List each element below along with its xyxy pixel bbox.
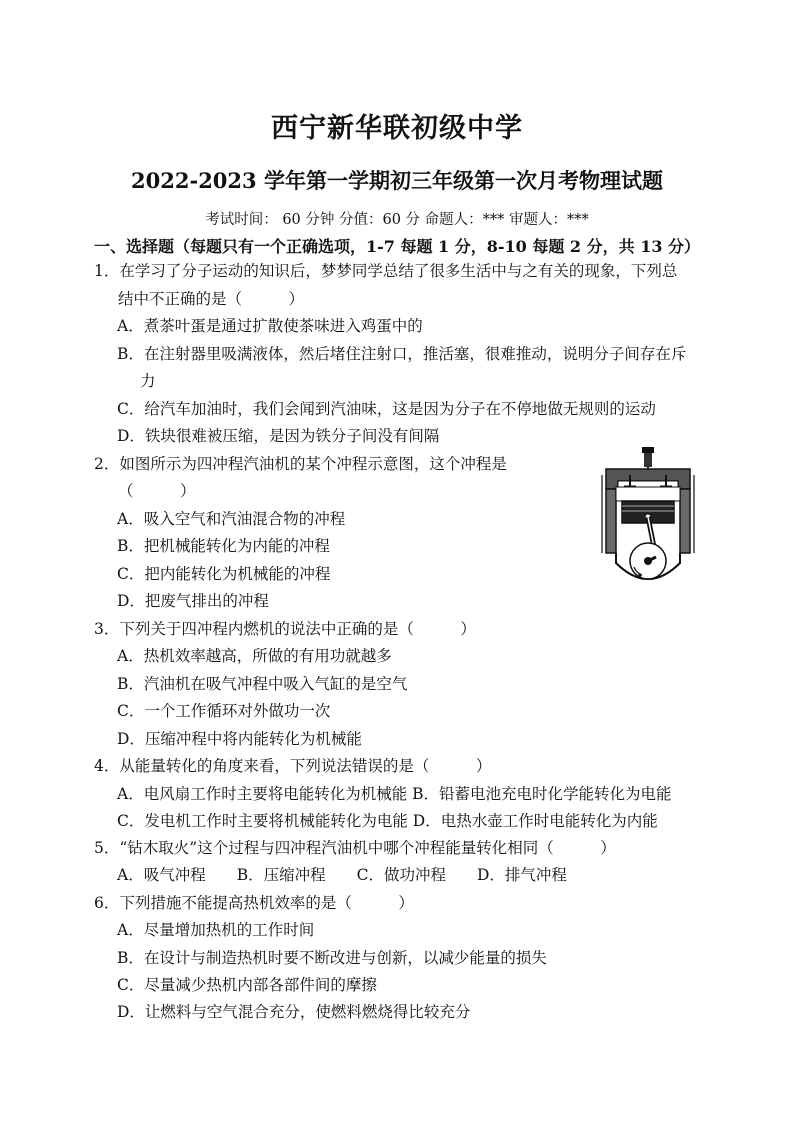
q5-options: A．吸气冲程 B．压缩冲程 C．做功冲程 D．排气冲程 bbox=[117, 866, 567, 884]
q1-option-b-line2: 力 bbox=[140, 372, 156, 390]
q6-option-a: A．尽量增加热机的工作时间 bbox=[117, 921, 315, 939]
engine-stroke-diagram bbox=[598, 445, 698, 595]
q6-option-d: D．让燃料与空气混合充分，使燃料燃烧得比较充分 bbox=[117, 1003, 471, 1021]
spark-plug-body bbox=[644, 453, 652, 467]
q4-stem: 4．从能量转化的角度来看，下列说法错误的是（ ） bbox=[94, 757, 492, 775]
q3-option-a: A．热机效率越高，所做的有用功就越多 bbox=[117, 647, 392, 665]
q1-option-b-line1: B．在注射器里吸满液体，然后堵住注射口，推活塞，很难推动，说明分子间存在斥 bbox=[117, 345, 687, 363]
school-title: 西宁新华联初级中学 bbox=[271, 113, 523, 144]
q2-option-c: C．把内能转化为机械能的冲程 bbox=[117, 565, 331, 583]
q1-option-d: D．铁块很难被压缩，是因为铁分子间没有间隔 bbox=[117, 427, 440, 445]
q1-option-c: C．给汽车加油时，我们会闻到汽油味，这是因为分子在不停地做无规则的运动 bbox=[117, 400, 656, 418]
q2-stem-line2: （ ） bbox=[118, 482, 196, 500]
cylinder-wall-left bbox=[606, 489, 616, 553]
q3-option-c: C．一个工作循环对外做功一次 bbox=[117, 702, 331, 720]
q3-stem: 3．下列关于四冲程内燃机的说法中正确的是（ ） bbox=[94, 620, 476, 638]
q4-options-cd: C．发电机工作时主要将机械能转化为电能 D．电热水壶工作时电能转化为内能 bbox=[117, 812, 658, 830]
q3-option-d: D．压缩冲程中将内能转化为机械能 bbox=[117, 730, 362, 748]
q6-option-b: B．在设计与制造热机时要不断改进与创新，以减少能量的损失 bbox=[117, 949, 547, 967]
spark-plug-top bbox=[642, 447, 654, 453]
q6-option-c: C．尽量减少热机内部各部件间的摩擦 bbox=[117, 976, 377, 994]
q1-option-a: A．煮茶叶蛋是通过扩散使茶味进入鸡蛋中的 bbox=[117, 317, 423, 335]
q2-option-b: B．把机械能转化为内能的冲程 bbox=[117, 537, 330, 555]
section-heading-choice: 一、选择题（每题只有一个正确选项，1-7 每题 1 分，8-10 每题 2 分，共 13 分） bbox=[94, 237, 701, 256]
exam-title: 2022-2023 学年第一学期初三年级第一次月考物理试题 bbox=[131, 168, 663, 193]
q3-option-b: B．汽油机在吸气冲程中吸入气缸的是空气 bbox=[117, 675, 408, 693]
q6-stem: 6．下列措施不能提高热机效率的是（ ） bbox=[94, 894, 414, 912]
q2-stem-line1: 2．如图所示为四冲程汽油机的某个冲程示意图，这个冲程是 bbox=[94, 455, 507, 473]
q1-stem-line1: 1．在学习了分子运动的知识后，梦梦同学总结了很多生活中与之有关的现象，下列总 bbox=[94, 262, 678, 280]
q2-option-a: A．吸入空气和汽油混合物的冲程 bbox=[117, 510, 346, 528]
exam-info: 考试时间： 60 分钟 分值：60 分 命题人：*** 审题人：*** bbox=[205, 212, 589, 228]
q1-stem-line2: 结中不正确的是（ ） bbox=[118, 290, 305, 308]
q2-option-d: D．把废气排出的冲程 bbox=[117, 592, 269, 610]
q4-options-ab: A．电风扇工作时主要将电能转化为机械能 B．铅蓄电池充电时化学能转化为电能 bbox=[117, 785, 672, 803]
cylinder-wall-right bbox=[680, 489, 690, 553]
q5-stem: 5．“钻木取火”这个过程与四冲程汽油机中哪个冲程能量转化相同（ ） bbox=[94, 839, 616, 857]
